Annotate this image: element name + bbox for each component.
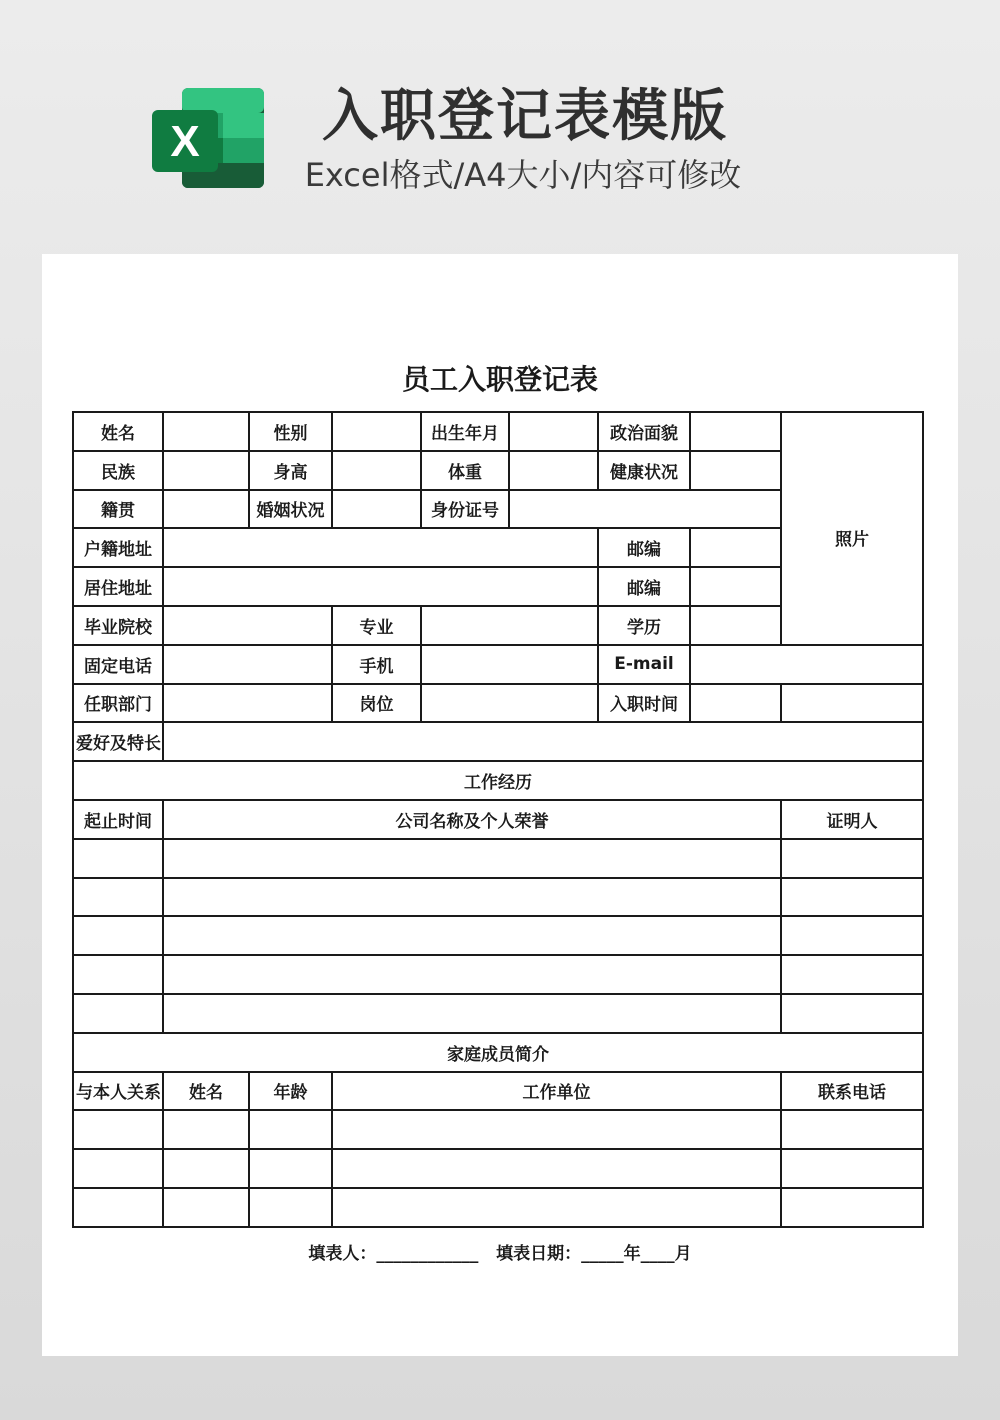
form-paper (42, 254, 958, 1356)
section-family: 家庭成员简介 (73, 1033, 923, 1072)
label-ethnic: 民族 (73, 451, 163, 490)
label-politics: 政治面貌 (598, 412, 690, 451)
input-birth[interactable] (509, 412, 598, 451)
input-cell[interactable] (163, 839, 781, 878)
label-position: 岗位 (332, 684, 421, 723)
table-row (73, 684, 923, 723)
input-cell[interactable] (781, 916, 923, 955)
input-cell[interactable] (781, 1110, 923, 1149)
input-dept[interactable] (163, 684, 332, 723)
input-cell[interactable] (781, 1149, 923, 1188)
input-join-date-a[interactable] (690, 684, 781, 723)
input-politics[interactable] (690, 412, 781, 451)
input-cell[interactable] (73, 839, 163, 878)
input-cell[interactable] (163, 1110, 249, 1149)
table-row (73, 761, 923, 800)
input-email[interactable] (690, 645, 923, 684)
input-cell[interactable] (781, 839, 923, 878)
input-postcode2[interactable] (690, 567, 781, 606)
label-name: 姓名 (73, 412, 163, 451)
header-family-employer: 工作单位 (332, 1072, 781, 1111)
table-row (73, 1033, 923, 1072)
input-id-no[interactable] (509, 490, 781, 529)
input-live-addr[interactable] (163, 567, 598, 606)
table-row (73, 1188, 923, 1227)
label-postcode1: 邮编 (598, 528, 690, 567)
header-family-name: 姓名 (163, 1072, 249, 1111)
header-work-witness: 证明人 (781, 800, 923, 839)
input-cell[interactable] (163, 916, 781, 955)
table-row (73, 1149, 923, 1188)
label-school: 毕业院校 (73, 606, 163, 645)
label-health: 健康状况 (598, 451, 690, 490)
input-cell[interactable] (163, 1149, 249, 1188)
input-phone[interactable] (163, 645, 332, 684)
input-cell[interactable] (332, 1110, 781, 1149)
banner-subtitle: Excel格式/A4大小/内容可修改 (304, 156, 742, 194)
excel-logo-icon (152, 88, 264, 188)
input-hobby[interactable] (163, 722, 923, 761)
input-cell[interactable] (73, 1149, 163, 1188)
table-row (73, 916, 923, 955)
input-postcode1[interactable] (690, 528, 781, 567)
input-health[interactable] (690, 451, 781, 490)
label-weight: 体重 (421, 451, 509, 490)
input-ethnic[interactable] (163, 451, 249, 490)
label-major: 专业 (332, 606, 421, 645)
header-family-relation: 与本人关系 (73, 1072, 163, 1111)
input-marital[interactable] (332, 490, 421, 529)
input-cell[interactable] (332, 1188, 781, 1227)
label-dept: 任职部门 (73, 684, 163, 723)
input-origin[interactable] (163, 490, 249, 529)
input-name[interactable] (163, 412, 249, 451)
input-cell[interactable] (73, 878, 163, 917)
table-row (73, 645, 923, 684)
label-origin: 籍贯 (73, 490, 163, 529)
input-mobile[interactable] (421, 645, 598, 684)
input-height[interactable] (332, 451, 421, 490)
form-footer: 填表人：____________ 填表日期：_____年____月 (308, 1244, 692, 1264)
input-cell[interactable] (73, 916, 163, 955)
table-row (73, 722, 923, 761)
input-cell[interactable] (781, 994, 923, 1033)
input-cell[interactable] (73, 994, 163, 1033)
table-row (73, 1110, 923, 1149)
label-email: E-mail (598, 645, 690, 684)
table-row (73, 994, 923, 1033)
input-cell[interactable] (781, 1188, 923, 1227)
input-major[interactable] (421, 606, 598, 645)
label-join-date: 入职时间 (598, 684, 690, 723)
header-family-age: 年龄 (249, 1072, 332, 1111)
label-degree: 学历 (598, 606, 690, 645)
label-mobile: 手机 (332, 645, 421, 684)
label-hukou-addr: 户籍地址 (73, 528, 163, 567)
input-cell[interactable] (163, 955, 781, 994)
header-work-company: 公司名称及个人荣誉 (163, 800, 781, 839)
table-row (73, 839, 923, 878)
input-position[interactable] (421, 684, 598, 723)
input-cell[interactable] (249, 1110, 332, 1149)
label-postcode2: 邮编 (598, 567, 690, 606)
photo-box[interactable]: 照片 (781, 412, 923, 645)
input-cell[interactable] (163, 994, 781, 1033)
input-cell[interactable] (249, 1188, 332, 1227)
excel-letter: X (170, 117, 200, 166)
label-live-addr: 居住地址 (73, 567, 163, 606)
banner-title: 入职登记表模版 (322, 84, 728, 149)
input-join-date-b[interactable] (781, 684, 923, 723)
label-height: 身高 (249, 451, 332, 490)
input-school[interactable] (163, 606, 332, 645)
table-row (73, 955, 923, 994)
input-cell[interactable] (163, 1188, 249, 1227)
table-row (73, 878, 923, 917)
label-gender: 性别 (249, 412, 332, 451)
input-degree[interactable] (690, 606, 781, 645)
input-cell[interactable] (249, 1149, 332, 1188)
input-cell[interactable] (73, 1188, 163, 1227)
input-hukou-addr[interactable] (163, 528, 598, 567)
label-phone: 固定电话 (73, 645, 163, 684)
input-cell[interactable] (163, 878, 781, 917)
table-row (73, 800, 923, 839)
input-gender[interactable] (332, 412, 421, 451)
label-id-no: 身份证号 (421, 490, 509, 529)
table-row (73, 1072, 923, 1111)
input-weight[interactable] (509, 451, 598, 490)
label-birth: 出生年月 (421, 412, 509, 451)
input-cell[interactable] (73, 1110, 163, 1149)
header-family-phone: 联系电话 (781, 1072, 923, 1111)
label-marital: 婚姻状况 (249, 490, 332, 529)
input-cell[interactable] (781, 878, 923, 917)
table-row (73, 412, 923, 451)
registration-table (72, 411, 924, 1228)
input-cell[interactable] (781, 955, 923, 994)
form-title: 员工入职登记表 (401, 363, 598, 396)
input-cell[interactable] (332, 1149, 781, 1188)
header-work-period: 起止时间 (73, 800, 163, 839)
section-work: 工作经历 (73, 761, 923, 800)
input-cell[interactable] (73, 955, 163, 994)
label-hobby: 爱好及特长 (73, 722, 163, 761)
